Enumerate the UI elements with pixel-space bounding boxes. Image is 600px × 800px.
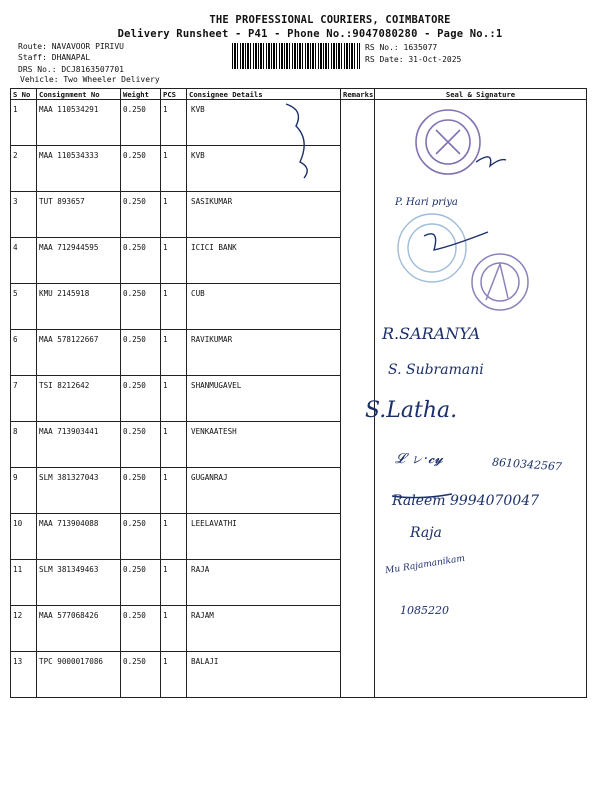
cell-sno: 1 bbox=[11, 100, 37, 146]
cell-signature bbox=[375, 146, 587, 192]
signature-row-9: 𝓛 ㇾ·𝓬𝔂 bbox=[395, 451, 444, 467]
cell-consignment: KMU 2145918 bbox=[37, 284, 121, 330]
cell-consignment: MAA 712944595 bbox=[37, 238, 121, 284]
cell-remarks bbox=[341, 238, 375, 284]
signature-row-8: S.Latha. bbox=[365, 398, 458, 423]
cell-consignee: VENKAATESH bbox=[187, 422, 341, 468]
cell-remarks bbox=[341, 468, 375, 514]
runsheet-subtitle: Delivery Runsheet - P41 - Phone No.:9047080280 - Page No.:1 bbox=[117, 28, 503, 40]
cell-remarks bbox=[341, 284, 375, 330]
cell-pcs: 1 bbox=[161, 422, 187, 468]
cell-sno: 12 bbox=[11, 606, 37, 652]
cell-sno: 4 bbox=[11, 238, 37, 284]
col-sno-header: S No bbox=[11, 89, 37, 100]
table-row bbox=[11, 652, 587, 698]
cell-consignee: GUGANRAJ bbox=[187, 468, 341, 514]
cell-signature bbox=[375, 284, 587, 330]
cell-consignment: MAA 577068426 bbox=[37, 606, 121, 652]
cell-remarks bbox=[341, 192, 375, 238]
cell-weight: 0.250 bbox=[121, 284, 161, 330]
cell-sno: 5 bbox=[11, 284, 37, 330]
signature-row-3: P. Hari priya bbox=[395, 197, 458, 208]
cell-sno: 8 bbox=[11, 422, 37, 468]
signature-row-11: Raja bbox=[410, 525, 442, 541]
cell-weight: 0.250 bbox=[121, 606, 161, 652]
cell-weight: 0.250 bbox=[121, 376, 161, 422]
table-header-row bbox=[11, 89, 587, 100]
cell-consignee: KVB bbox=[187, 100, 341, 146]
cell-sno: 6 bbox=[11, 330, 37, 376]
cell-consignee: KVB bbox=[187, 146, 341, 192]
cell-pcs: 1 bbox=[161, 514, 187, 560]
col-consignment-header: Consignment No bbox=[37, 89, 121, 100]
cell-weight: 0.250 bbox=[121, 192, 161, 238]
cell-weight: 0.250 bbox=[121, 422, 161, 468]
cell-consignee: ICICI BANK bbox=[187, 238, 341, 284]
cell-consignment: SLM 381327043 bbox=[37, 468, 121, 514]
cell-consignee: BALAJI bbox=[187, 652, 341, 698]
cell-consignee: RAVIKUMAR bbox=[187, 330, 341, 376]
cell-consignee: CUB bbox=[187, 284, 341, 330]
cell-pcs: 1 bbox=[161, 146, 187, 192]
table-row bbox=[11, 284, 587, 330]
table-row bbox=[11, 560, 587, 606]
cell-consignment: MAA 110534333 bbox=[37, 146, 121, 192]
cell-remarks bbox=[341, 606, 375, 652]
col-consignee-header: Consignee Details bbox=[187, 89, 341, 100]
cell-sno: 3 bbox=[11, 192, 37, 238]
barcode bbox=[232, 43, 360, 69]
cell-sno: 10 bbox=[11, 514, 37, 560]
cell-weight: 0.250 bbox=[121, 468, 161, 514]
signature-row-10: Raleem 9994070047 bbox=[392, 493, 540, 509]
cell-remarks bbox=[341, 652, 375, 698]
table-row bbox=[11, 330, 587, 376]
cell-consignment: MAA 713903441 bbox=[37, 422, 121, 468]
cell-weight: 0.250 bbox=[121, 652, 161, 698]
cell-pcs: 1 bbox=[161, 560, 187, 606]
cell-sno: 7 bbox=[11, 376, 37, 422]
drs-label: DRS No.: DCJ8163507701 bbox=[18, 65, 124, 74]
cell-pcs: 1 bbox=[161, 284, 187, 330]
cell-consignment: TPC 9000017086 bbox=[37, 652, 121, 698]
table-row bbox=[11, 514, 587, 560]
cell-remarks bbox=[341, 330, 375, 376]
cell-consignment: TSI 8212642 bbox=[37, 376, 121, 422]
col-remarks-header: Remarks bbox=[341, 89, 375, 100]
cell-consignment: MAA 578122667 bbox=[37, 330, 121, 376]
signature-row-9-phone: 8610342567 bbox=[491, 455, 563, 474]
cell-pcs: 1 bbox=[161, 606, 187, 652]
cell-weight: 0.250 bbox=[121, 238, 161, 284]
cell-remarks bbox=[341, 560, 375, 606]
route-label: Route: NAVAVOOR PIRIVU bbox=[18, 42, 124, 51]
cell-consignee: LEELAVATHI bbox=[187, 514, 341, 560]
cell-signature bbox=[375, 514, 587, 560]
cell-pcs: 1 bbox=[161, 652, 187, 698]
signature-row-7: S. Subramani bbox=[388, 362, 484, 378]
table-row bbox=[11, 100, 587, 146]
cell-consignment: MAA 110534291 bbox=[37, 100, 121, 146]
cell-weight: 0.250 bbox=[121, 560, 161, 606]
cell-consignee: RAJAM bbox=[187, 606, 341, 652]
cell-weight: 0.250 bbox=[121, 330, 161, 376]
cell-sno: 11 bbox=[11, 560, 37, 606]
rs-no-label: RS No.: 1635077 bbox=[365, 43, 438, 52]
cell-consignee: SHANMUGAVEL bbox=[187, 376, 341, 422]
cell-remarks bbox=[341, 146, 375, 192]
table-row bbox=[11, 606, 587, 652]
cell-pcs: 1 bbox=[161, 330, 187, 376]
cell-weight: 0.250 bbox=[121, 514, 161, 560]
cell-remarks bbox=[341, 514, 375, 560]
cell-pcs: 1 bbox=[161, 192, 187, 238]
cell-pcs: 1 bbox=[161, 100, 187, 146]
runsheet-table bbox=[10, 88, 587, 698]
vehicle-label: Vehicle: Two Wheeler Delivery bbox=[20, 75, 160, 84]
col-pcs-header: PCS bbox=[161, 89, 187, 100]
cell-sno: 13 bbox=[11, 652, 37, 698]
cell-remarks bbox=[341, 100, 375, 146]
cell-pcs: 1 bbox=[161, 468, 187, 514]
cell-consignment: MAA 713904088 bbox=[37, 514, 121, 560]
signature-row-12: Mu Rajamanikam bbox=[384, 553, 466, 577]
cell-consignment: SLM 381349463 bbox=[37, 560, 121, 606]
col-signature-header: Seal & Signature bbox=[375, 89, 587, 100]
cell-signature bbox=[375, 652, 587, 698]
cell-weight: 0.250 bbox=[121, 146, 161, 192]
cell-remarks bbox=[341, 422, 375, 468]
cell-sno: 2 bbox=[11, 146, 37, 192]
cell-weight: 0.250 bbox=[121, 100, 161, 146]
cell-sno: 9 bbox=[11, 468, 37, 514]
cell-consignment: TUT 893657 bbox=[37, 192, 121, 238]
cell-pcs: 1 bbox=[161, 376, 187, 422]
cell-consignee: RAJA bbox=[187, 560, 341, 606]
cell-signature bbox=[375, 238, 587, 284]
cell-pcs: 1 bbox=[161, 238, 187, 284]
table-row bbox=[11, 376, 587, 422]
table-row bbox=[11, 192, 587, 238]
col-weight-header: Weight bbox=[121, 89, 161, 100]
cell-consignee: SASIKUMAR bbox=[187, 192, 341, 238]
cell-signature bbox=[375, 100, 587, 146]
table-row bbox=[11, 146, 587, 192]
table-row bbox=[11, 238, 587, 284]
signature-row-13: 1085220 bbox=[400, 604, 449, 617]
rs-date-label: RS Date: 31-Oct-2025 bbox=[365, 55, 462, 64]
company-title: THE PROFESSIONAL COURIERS, COIMBATORE bbox=[209, 14, 451, 26]
signature-row-6: R.SARANYA bbox=[382, 324, 481, 343]
staff-label: Staff: DHANAPAL bbox=[18, 53, 91, 62]
